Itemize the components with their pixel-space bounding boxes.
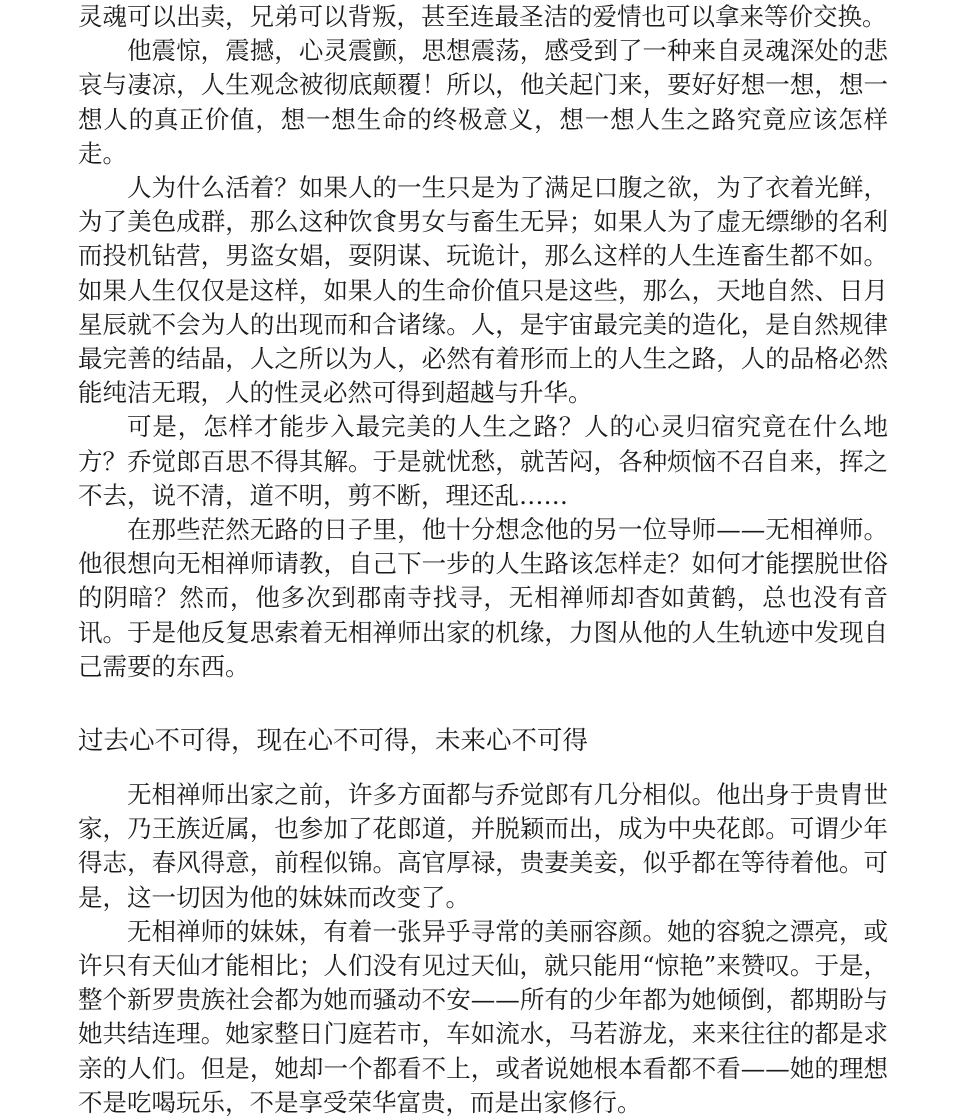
section-heading: 过去心不可得，现在心不可得，未来心不可得 (78, 726, 589, 757)
paragraph: 在那些茫然无路的日子里，他十分想念他的另一位导师——无相禅师。他很想向无相禅师请教，自己下一步的人生路该怎样走？如何才能摆脱世俗的阴暗？然而，他多次到郡南寺找寻，无相禅师却杳如黄鹤，总也没有音讯。于是他反复思索着无相禅师出家的机缘，力图从他的人生轨迹中发现自己需要的东西。 (78, 515, 888, 681)
paragraph: 他震惊，震撼，心灵震颤，思想震荡，感受到了一种来自灵魂深处的悲哀与凄凉，人生观念被彻底颠覆！所以，他关起门来，要好好想一想，想一想人的真正价值，想一想生命的终极意义，想一想人生之路究竟应该怎样走。 (78, 36, 888, 168)
paragraph-continued: 灵魂可以出卖，兄弟可以背叛，甚至连最圣洁的爱情也可以拿来等价交换。 (78, 2, 887, 31)
document-page (78, 0, 888, 1120)
paragraph: 人为什么活着？如果人的一生只是为了满足口腹之欲，为了衣着光鲜，为了美色成群，那么这种饮食男女与畜生无异；如果人为了虚无缥缈的名利而投机钻营，男盗女娼，耍阴谋、玩诡计，那么这样的人生连畜生都不如。如果人生仅仅是这样，如果人的生命价值只是这些，那么，天地自然、日月星辰就不会为人的出现而和合诸缘。人，是宇宙最完美的造化，是自然规律最完善的结晶，人之所以为人，必然有着形而上的人生之路，人的品格必然能纯洁无瑕，人的性灵必然可得到超越与升华。 (78, 173, 888, 408)
paragraph: 无相禅师出家之前，许多方面都与乔觉郎有几分相似。他出身于贵胄世家，乃王族近属，也参加了花郎道，并脱颖而出，成为中央花郎。可谓少年得志，春风得意，前程似锦。高官厚禄，贵妻美妾，似乎都在等待着他。可是，这一切因为他的妹妹而改变了。 (78, 780, 888, 912)
paragraph: 可是，怎样才能步入最完美的人生之路？人的心灵归宿究竟在什么地方？乔觉郎百思不得其解。于是就忧愁，就苦闷，各种烦恼不召自来，挥之不去，说不清，道不明，剪不断，理还乱…… (78, 412, 888, 510)
paragraph: 无相禅师的妹妹，有着一张异乎寻常的美丽容颜。她的容貌之漂亮，或许只有天仙才能相比；人们没有见过天仙，就只能用“惊艳”来赞叹。于是，整个新罗贵族社会都为她而骚动不安——所有的少年都为她倾倒，都期盼与她共结连理。她家整日门庭若市，车如流水，马若游龙，来来往往的都是求亲的人们。但是，她却一个都看不上，或者说她根本看都不看——她的理想不是吃喝玩乐，不是享受荣华富贵，而是出家修行。 (78, 916, 888, 1117)
